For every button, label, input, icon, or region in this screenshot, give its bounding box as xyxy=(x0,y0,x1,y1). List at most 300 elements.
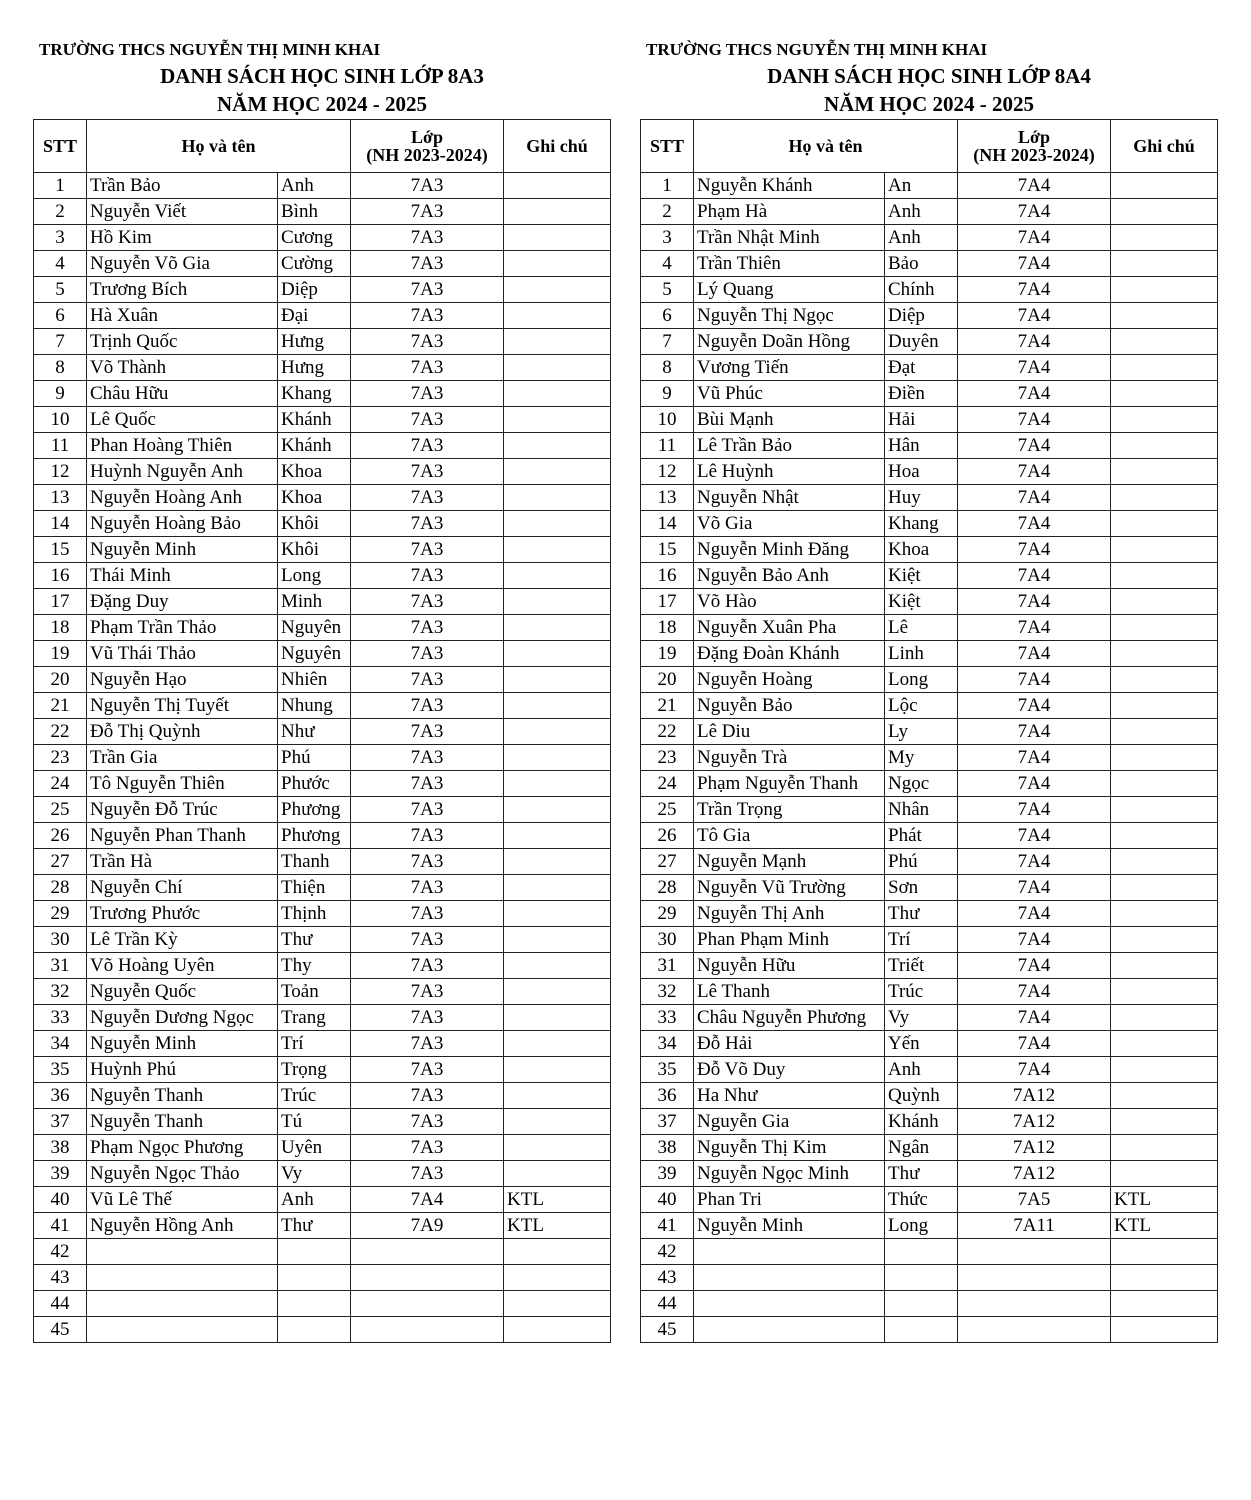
table-row xyxy=(641,1291,1218,1317)
cell-note xyxy=(504,693,611,719)
cell-given-name: Anh xyxy=(278,1187,351,1213)
cell-previous-class: 7A3 xyxy=(351,355,504,381)
table-row xyxy=(34,693,611,719)
cell-family-name: Trần Nhật Minh xyxy=(694,225,885,251)
cell-stt: 6 xyxy=(641,303,694,329)
cell-previous-class: 7A4 xyxy=(958,303,1111,329)
cell-stt: 24 xyxy=(641,771,694,797)
table-row xyxy=(641,355,1218,381)
cell-stt: 9 xyxy=(641,381,694,407)
cell-note: KTL xyxy=(1111,1213,1218,1239)
cell-given-name: Thy xyxy=(278,953,351,979)
cell-note xyxy=(504,485,611,511)
cell-stt: 23 xyxy=(34,745,87,771)
cell-given-name: Ly xyxy=(885,719,958,745)
table-row xyxy=(34,303,611,329)
cell-stt: 14 xyxy=(34,511,87,537)
cell-previous-class: 7A3 xyxy=(351,641,504,667)
cell-family-name: Lê Diu xyxy=(694,719,885,745)
cell-stt: 44 xyxy=(641,1291,694,1317)
cell-stt: 45 xyxy=(34,1317,87,1343)
table-row xyxy=(34,953,611,979)
cell-stt: 28 xyxy=(34,875,87,901)
cell-family-name: Vương Tiến xyxy=(694,355,885,381)
cell-given-name: Thanh xyxy=(278,849,351,875)
cell-given-name: Đạt xyxy=(885,355,958,381)
cell-previous-class: 7A4 xyxy=(958,277,1111,303)
cell-note xyxy=(1111,199,1218,225)
cell-stt: 20 xyxy=(34,667,87,693)
cell-note xyxy=(1111,797,1218,823)
cell-given-name: Yến xyxy=(885,1031,958,1057)
cell-previous-class: 7A3 xyxy=(351,381,504,407)
table-row xyxy=(34,329,611,355)
cell-given-name: Cường xyxy=(278,251,351,277)
cell-family-name: Lý Quang xyxy=(694,277,885,303)
cell-previous-class: 7A3 xyxy=(351,303,504,329)
cell-previous-class: 7A4 xyxy=(958,901,1111,927)
table-row xyxy=(641,1057,1218,1083)
cell-previous-class: 7A3 xyxy=(351,1135,504,1161)
table-row xyxy=(641,277,1218,303)
cell-note xyxy=(1111,901,1218,927)
cell-previous-class xyxy=(958,1317,1111,1343)
cell-family-name: Võ Hoàng Uyên xyxy=(87,953,278,979)
cell-previous-class: 7A3 xyxy=(351,485,504,511)
cell-previous-class xyxy=(958,1265,1111,1291)
cell-note xyxy=(504,1031,611,1057)
cell-given-name: Anh xyxy=(885,225,958,251)
cell-note xyxy=(504,849,611,875)
cell-given-name: Thư xyxy=(885,1161,958,1187)
cell-note xyxy=(504,381,611,407)
cell-family-name: Nguyễn Chí xyxy=(87,875,278,901)
cell-previous-class: 7A4 xyxy=(958,511,1111,537)
cell-family-name: Vũ Thái Thảo xyxy=(87,641,278,667)
cell-stt: 4 xyxy=(641,251,694,277)
cell-stt: 40 xyxy=(34,1187,87,1213)
cell-stt: 25 xyxy=(34,797,87,823)
cell-stt: 5 xyxy=(641,277,694,303)
cell-family-name: Nguyễn Quốc xyxy=(87,979,278,1005)
cell-note xyxy=(1111,1057,1218,1083)
cell-stt: 6 xyxy=(34,303,87,329)
cell-note xyxy=(504,719,611,745)
cell-note xyxy=(1111,537,1218,563)
cell-family-name: Nguyễn Minh xyxy=(694,1213,885,1239)
cell-family-name: Nguyễn Minh Đăng xyxy=(694,537,885,563)
cell-family-name: Nguyễn Viết xyxy=(87,199,278,225)
cell-given-name xyxy=(885,1291,958,1317)
cell-family-name: Phạm Trần Thảo xyxy=(87,615,278,641)
table-row xyxy=(34,407,611,433)
header-class xyxy=(351,120,504,173)
cell-given-name: Long xyxy=(885,1213,958,1239)
cell-family-name xyxy=(694,1239,885,1265)
cell-given-name: Khang xyxy=(885,511,958,537)
cell-family-name: Tô Gia xyxy=(694,823,885,849)
header-stt: STT xyxy=(641,120,694,173)
cell-stt: 37 xyxy=(34,1109,87,1135)
cell-given-name: Nguyên xyxy=(278,641,351,667)
cell-previous-class: 7A4 xyxy=(958,459,1111,485)
cell-note xyxy=(1111,173,1218,199)
cell-previous-class: 7A4 xyxy=(958,797,1111,823)
cell-previous-class: 7A4 xyxy=(958,589,1111,615)
table-row xyxy=(641,303,1218,329)
cell-given-name: Khang xyxy=(278,381,351,407)
cell-family-name: Nguyễn Ngọc Minh xyxy=(694,1161,885,1187)
table-row xyxy=(641,1083,1218,1109)
cell-previous-class: 7A3 xyxy=(351,1109,504,1135)
cell-stt: 16 xyxy=(34,563,87,589)
cell-family-name: Nguyễn Hoàng Anh xyxy=(87,485,278,511)
cell-previous-class: 7A3 xyxy=(351,693,504,719)
cell-stt: 11 xyxy=(641,433,694,459)
school-year: NĂM HỌC 2024 - 2025 xyxy=(217,92,427,116)
cell-previous-class: 7A4 xyxy=(958,173,1111,199)
cell-stt: 29 xyxy=(34,901,87,927)
cell-previous-class: 7A3 xyxy=(351,459,504,485)
table-row xyxy=(34,1005,611,1031)
table-row xyxy=(641,589,1218,615)
cell-family-name: Nguyễn Đỗ Trúc xyxy=(87,797,278,823)
cell-note xyxy=(1111,511,1218,537)
cell-previous-class xyxy=(351,1265,504,1291)
cell-given-name: Minh xyxy=(278,589,351,615)
cell-note xyxy=(504,797,611,823)
cell-stt: 36 xyxy=(34,1083,87,1109)
cell-given-name: Huy xyxy=(885,485,958,511)
cell-given-name: Phú xyxy=(278,745,351,771)
school-year: NĂM HỌC 2024 - 2025 xyxy=(824,92,1034,116)
table-row xyxy=(34,1161,611,1187)
cell-note xyxy=(504,199,611,225)
cell-previous-class: 7A4 xyxy=(958,875,1111,901)
cell-family-name: Ha Như xyxy=(694,1083,885,1109)
cell-family-name: Nguyễn Hữu xyxy=(694,953,885,979)
table-row xyxy=(641,329,1218,355)
cell-family-name: Nguyễn Thanh xyxy=(87,1083,278,1109)
cell-stt: 41 xyxy=(34,1213,87,1239)
table-row xyxy=(34,1291,611,1317)
cell-previous-class: 7A4 xyxy=(958,953,1111,979)
cell-previous-class: 7A4 xyxy=(958,537,1111,563)
table-row xyxy=(641,1031,1218,1057)
cell-previous-class: 7A4 xyxy=(958,615,1111,641)
table-row xyxy=(641,771,1218,797)
cell-given-name: Phương xyxy=(278,797,351,823)
cell-given-name: Điền xyxy=(885,381,958,407)
cell-stt: 45 xyxy=(641,1317,694,1343)
cell-stt: 15 xyxy=(34,537,87,563)
cell-stt: 30 xyxy=(641,927,694,953)
table-row xyxy=(34,1083,611,1109)
cell-given-name: Trí xyxy=(278,1031,351,1057)
cell-family-name: Trần Trọng xyxy=(694,797,885,823)
cell-family-name: Phan Tri xyxy=(694,1187,885,1213)
cell-stt: 33 xyxy=(34,1005,87,1031)
cell-note xyxy=(504,979,611,1005)
cell-family-name: Nguyễn Minh xyxy=(87,537,278,563)
cell-stt: 38 xyxy=(641,1135,694,1161)
cell-note xyxy=(504,173,611,199)
header-class-year: (NH 2023-2024) xyxy=(973,145,1095,165)
cell-note xyxy=(1111,641,1218,667)
cell-previous-class: 7A3 xyxy=(351,979,504,1005)
cell-note xyxy=(1111,1005,1218,1031)
cell-family-name: Trương Phước xyxy=(87,901,278,927)
cell-family-name xyxy=(87,1239,278,1265)
table-row xyxy=(641,979,1218,1005)
cell-note xyxy=(504,901,611,927)
table-row xyxy=(34,771,611,797)
cell-stt: 34 xyxy=(34,1031,87,1057)
student-rows xyxy=(641,173,1218,1343)
cell-previous-class: 7A3 xyxy=(351,771,504,797)
cell-given-name: Thư xyxy=(278,927,351,953)
cell-family-name: Nguyễn Nhật xyxy=(694,485,885,511)
cell-family-name: Lê Trần Bảo xyxy=(694,433,885,459)
cell-previous-class xyxy=(958,1291,1111,1317)
table-row xyxy=(641,953,1218,979)
cell-given-name: Trúc xyxy=(885,979,958,1005)
cell-family-name: Lê Quốc xyxy=(87,407,278,433)
table-row xyxy=(641,199,1218,225)
cell-family-name: Nguyễn Bảo Anh xyxy=(694,563,885,589)
table-row xyxy=(641,173,1218,199)
cell-given-name xyxy=(885,1317,958,1343)
cell-previous-class: 7A3 xyxy=(351,667,504,693)
cell-family-name: Nguyễn Võ Gia xyxy=(87,251,278,277)
table-row xyxy=(641,615,1218,641)
table-row xyxy=(34,589,611,615)
cell-family-name: Hà Xuân xyxy=(87,303,278,329)
cell-family-name: Trịnh Quốc xyxy=(87,329,278,355)
cell-note xyxy=(504,1239,611,1265)
cell-stt: 3 xyxy=(641,225,694,251)
list-title: DANH SÁCH HỌC SINH LỚP 8A4 xyxy=(767,64,1091,88)
cell-family-name: Đỗ Thị Quỳnh xyxy=(87,719,278,745)
table-row xyxy=(34,901,611,927)
table-row xyxy=(34,849,611,875)
cell-stt: 38 xyxy=(34,1135,87,1161)
cell-stt: 20 xyxy=(641,667,694,693)
cell-stt: 22 xyxy=(34,719,87,745)
cell-note xyxy=(1111,407,1218,433)
cell-note xyxy=(504,355,611,381)
cell-previous-class: 7A3 xyxy=(351,537,504,563)
cell-stt: 22 xyxy=(641,719,694,745)
cell-previous-class: 7A4 xyxy=(958,251,1111,277)
cell-previous-class: 7A4 xyxy=(958,407,1111,433)
cell-given-name: Khôi xyxy=(278,537,351,563)
cell-previous-class xyxy=(958,1239,1111,1265)
cell-given-name: Nguyên xyxy=(278,615,351,641)
header-name: Họ và tên xyxy=(87,120,351,173)
cell-family-name: Võ Gia xyxy=(694,511,885,537)
cell-note xyxy=(1111,1161,1218,1187)
cell-given-name: Sơn xyxy=(885,875,958,901)
cell-given-name: Duyên xyxy=(885,329,958,355)
cell-note xyxy=(504,537,611,563)
student-table xyxy=(33,119,611,1343)
cell-previous-class: 7A4 xyxy=(958,719,1111,745)
cell-given-name xyxy=(278,1265,351,1291)
table-row xyxy=(34,1031,611,1057)
cell-previous-class: 7A3 xyxy=(351,615,504,641)
cell-family-name: Nguyễn Mạnh xyxy=(694,849,885,875)
cell-previous-class: 7A4 xyxy=(958,1057,1111,1083)
cell-family-name: Nguyễn Bảo xyxy=(694,693,885,719)
cell-previous-class: 7A3 xyxy=(351,953,504,979)
cell-stt: 4 xyxy=(34,251,87,277)
cell-stt: 21 xyxy=(641,693,694,719)
cell-note xyxy=(1111,355,1218,381)
cell-note xyxy=(504,251,611,277)
cell-previous-class: 7A3 xyxy=(351,875,504,901)
header-note: Ghi chú xyxy=(1111,120,1218,173)
cell-family-name: Võ Hào xyxy=(694,589,885,615)
cell-note: KTL xyxy=(504,1187,611,1213)
cell-given-name: Thịnh xyxy=(278,901,351,927)
cell-note xyxy=(1111,1239,1218,1265)
cell-previous-class: 7A12 xyxy=(958,1135,1111,1161)
cell-family-name xyxy=(87,1291,278,1317)
cell-stt: 12 xyxy=(641,459,694,485)
cell-previous-class: 7A3 xyxy=(351,173,504,199)
table-row xyxy=(641,641,1218,667)
header-class-year: (NH 2023-2024) xyxy=(366,145,488,165)
cell-stt: 3 xyxy=(34,225,87,251)
cell-previous-class: 7A4 xyxy=(958,823,1111,849)
cell-given-name: Chính xyxy=(885,277,958,303)
cell-given-name: Đại xyxy=(278,303,351,329)
cell-previous-class: 7A3 xyxy=(351,433,504,459)
cell-family-name: Lê Trần Kỳ xyxy=(87,927,278,953)
cell-given-name xyxy=(885,1239,958,1265)
cell-family-name xyxy=(694,1317,885,1343)
cell-stt: 17 xyxy=(641,589,694,615)
cell-note xyxy=(1111,1109,1218,1135)
cell-stt: 2 xyxy=(34,199,87,225)
header-class xyxy=(958,120,1111,173)
cell-note xyxy=(504,407,611,433)
cell-stt: 25 xyxy=(641,797,694,823)
cell-family-name: Trần Hà xyxy=(87,849,278,875)
cell-stt: 42 xyxy=(34,1239,87,1265)
cell-previous-class: 7A4 xyxy=(958,1031,1111,1057)
cell-stt: 21 xyxy=(34,693,87,719)
table-row xyxy=(34,927,611,953)
cell-previous-class: 7A4 xyxy=(958,771,1111,797)
table-row xyxy=(641,459,1218,485)
cell-previous-class: 7A3 xyxy=(351,927,504,953)
cell-previous-class: 7A4 xyxy=(958,355,1111,381)
cell-given-name xyxy=(885,1265,958,1291)
table-row xyxy=(641,1161,1218,1187)
cell-previous-class: 7A3 xyxy=(351,745,504,771)
cell-note xyxy=(504,277,611,303)
table-row xyxy=(34,433,611,459)
cell-stt: 5 xyxy=(34,277,87,303)
cell-given-name: Khánh xyxy=(885,1109,958,1135)
cell-given-name: My xyxy=(885,745,958,771)
student-rows xyxy=(34,173,611,1343)
table-row xyxy=(34,745,611,771)
cell-note xyxy=(1111,719,1218,745)
cell-note xyxy=(504,433,611,459)
cell-family-name: Tô Nguyễn Thiên xyxy=(87,771,278,797)
cell-stt: 30 xyxy=(34,927,87,953)
cell-previous-class: 7A5 xyxy=(958,1187,1111,1213)
cell-family-name: Phạm Ngọc Phương xyxy=(87,1135,278,1161)
cell-given-name: Khoa xyxy=(885,537,958,563)
cell-note: KTL xyxy=(504,1213,611,1239)
cell-family-name: Thái Minh xyxy=(87,563,278,589)
cell-previous-class: 7A3 xyxy=(351,1005,504,1031)
cell-previous-class: 7A4 xyxy=(958,199,1111,225)
cell-note xyxy=(504,667,611,693)
cell-previous-class: 7A4 xyxy=(958,745,1111,771)
cell-given-name: Hân xyxy=(885,433,958,459)
cell-note xyxy=(504,1317,611,1343)
header-class-label: Lớp xyxy=(1018,127,1050,147)
cell-given-name: Ngọc xyxy=(885,771,958,797)
cell-given-name: Khánh xyxy=(278,407,351,433)
cell-previous-class: 7A4 xyxy=(351,1187,504,1213)
cell-given-name: Khoa xyxy=(278,485,351,511)
cell-note xyxy=(1111,1031,1218,1057)
cell-note xyxy=(504,329,611,355)
cell-given-name: Linh xyxy=(885,641,958,667)
cell-family-name: Phan Phạm Minh xyxy=(694,927,885,953)
cell-stt: 7 xyxy=(34,329,87,355)
cell-given-name: Long xyxy=(885,667,958,693)
cell-note xyxy=(1111,979,1218,1005)
cell-given-name xyxy=(278,1317,351,1343)
cell-previous-class: 7A11 xyxy=(958,1213,1111,1239)
cell-given-name: Long xyxy=(278,563,351,589)
cell-note xyxy=(1111,849,1218,875)
cell-given-name: Lộc xyxy=(885,693,958,719)
table-row xyxy=(34,1135,611,1161)
cell-previous-class: 7A3 xyxy=(351,329,504,355)
header-class-label: Lớp xyxy=(411,127,443,147)
table-row xyxy=(34,719,611,745)
cell-previous-class: 7A3 xyxy=(351,589,504,615)
cell-previous-class: 7A3 xyxy=(351,407,504,433)
cell-previous-class: 7A4 xyxy=(958,927,1111,953)
cell-stt: 19 xyxy=(641,641,694,667)
cell-note xyxy=(504,225,611,251)
cell-family-name: Nguyễn Thị Anh xyxy=(694,901,885,927)
cell-stt: 31 xyxy=(34,953,87,979)
cell-given-name: Cương xyxy=(278,225,351,251)
table-row xyxy=(34,823,611,849)
cell-stt: 14 xyxy=(641,511,694,537)
table-row xyxy=(34,667,611,693)
cell-stt: 18 xyxy=(641,615,694,641)
table-header-row xyxy=(641,120,1218,173)
cell-note xyxy=(504,1161,611,1187)
cell-family-name: Nguyễn Thị Tuyết xyxy=(87,693,278,719)
cell-previous-class: 7A3 xyxy=(351,1083,504,1109)
table-row xyxy=(34,641,611,667)
cell-stt: 35 xyxy=(34,1057,87,1083)
cell-given-name: Toản xyxy=(278,979,351,1005)
table-row xyxy=(34,173,611,199)
